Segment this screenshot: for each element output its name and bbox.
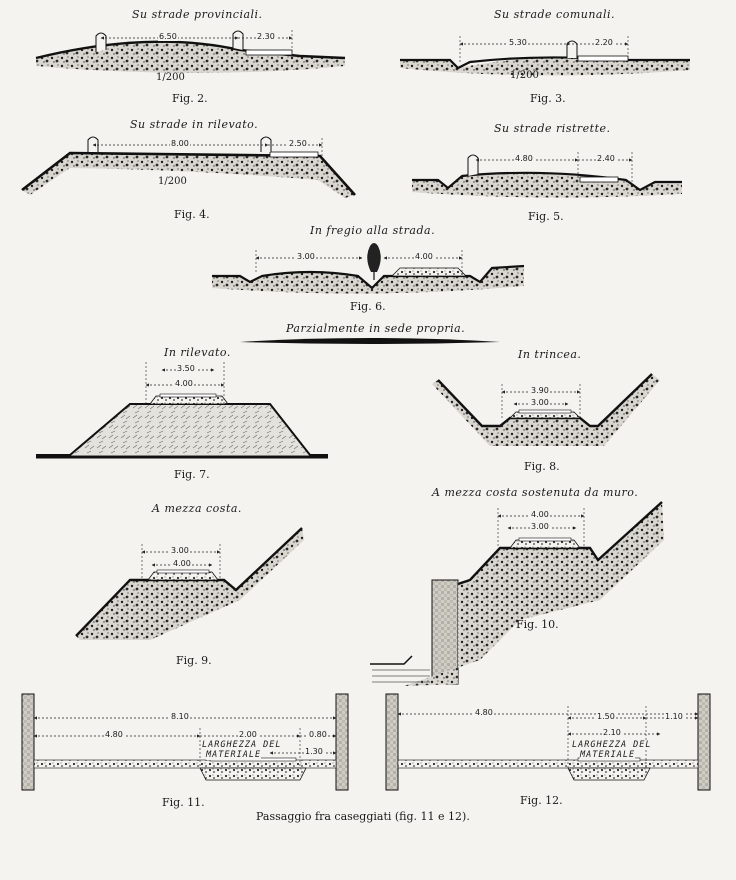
plate-caption: Passaggio fra caseggiati (fig. 11 e 12). [256,810,470,823]
fig11-dim-2: 4.80 [105,730,123,739]
fig12-dim-1: 4.80 [475,708,493,717]
fig4-scale: 1/200 [158,176,187,187]
fig6-section [212,243,524,294]
fig12-material-label-1: LARGHEZZA DEL [572,740,652,750]
fig10-section [370,502,664,686]
fig11-material-label-1: LARGHEZZA DEL [202,740,282,750]
fig4-dim-1: 8.00 [171,139,189,148]
fig10-title: A mezza costa sostenuta da muro. [432,486,639,499]
fig9-dim-1: 3.00 [171,546,189,555]
fig8-dim-2: 3.00 [531,398,549,407]
fig11-material-label-2: MATERIALE [206,750,262,760]
fig2-dim-2: 2.30 [257,32,275,41]
fig2-scale: 1/200 [156,72,185,83]
fig12-section [386,694,710,790]
fig9-section [76,528,304,640]
fig12-dim-3: 1.10 [665,712,683,721]
fig11-dim-3: 2.00 [239,730,257,739]
fig6-dim-1: 3.00 [297,252,315,261]
fig8-label: Fig. 8. [524,460,560,473]
fig4-dim-2: 2.50 [289,139,307,148]
fig6-title: In fregio alla strada. [310,224,436,237]
fig6-dim-2: 4.00 [415,252,433,261]
fig6-label: Fig. 6. [350,300,386,313]
fig3-section [400,36,690,76]
fig10-label: Fig. 10. [516,618,559,631]
fig7-label: Fig. 7. [174,468,210,481]
fig5-section [412,152,682,198]
section-heading: Parzialmente in sede propria. [286,322,466,335]
fig10-dim-2: 3.00 [531,522,549,531]
fig5-dim-2: 2.40 [597,154,615,163]
fig8-title: In trincea. [518,348,582,361]
fig11-dim-5: 1.30 [305,747,323,756]
fig4-title: Su strade in rilevato. [130,118,259,131]
fig12-dim-4: 2.10 [603,728,621,737]
fig7-dim-1: 3.50 [177,364,195,373]
fig8-section [432,374,660,446]
fig5-title: Su strade ristrette. [494,122,611,135]
fig12-dim-2: 1.50 [597,712,615,721]
fig12-material-label-2: MATERIALE [580,750,636,760]
fig5-dim-1: 4.80 [515,154,533,163]
fig7-section [36,362,328,457]
fig12-label: Fig. 12. [520,794,563,807]
fig2-dim-1: 6.50 [159,32,177,41]
fig3-label: Fig. 3. [530,92,566,105]
fig11-dim-4: 0.80 [309,730,327,739]
fig3-dim-2: 2.20 [595,38,613,47]
fig3-title: Su strade comunali. [494,8,616,21]
fig3-dim-1: 5.30 [509,38,527,47]
fig9-dim-2: 4.00 [173,559,191,568]
fig2-label: Fig. 2. [172,92,208,105]
fig2-section [36,30,345,73]
fig7-dim-2: 4.00 [175,379,193,388]
fig7-title: In rilevato. [164,346,231,359]
fig11-dim-1: 8.10 [171,712,189,721]
fig11-label: Fig. 11. [162,796,205,809]
section-divider [240,338,500,344]
fig4-label: Fig. 4. [174,208,210,221]
fig5-label: Fig. 5. [528,210,564,223]
fig11-section [22,694,348,790]
fig3-scale: 1/200 [510,70,539,81]
fig10-dim-1: 4.00 [531,510,549,519]
fig9-title: A mezza costa. [152,502,242,515]
fig8-dim-1: 3.90 [531,386,549,395]
fig9-label: Fig. 9. [176,654,212,667]
fig2-title: Su strade provinciali. [132,8,263,21]
